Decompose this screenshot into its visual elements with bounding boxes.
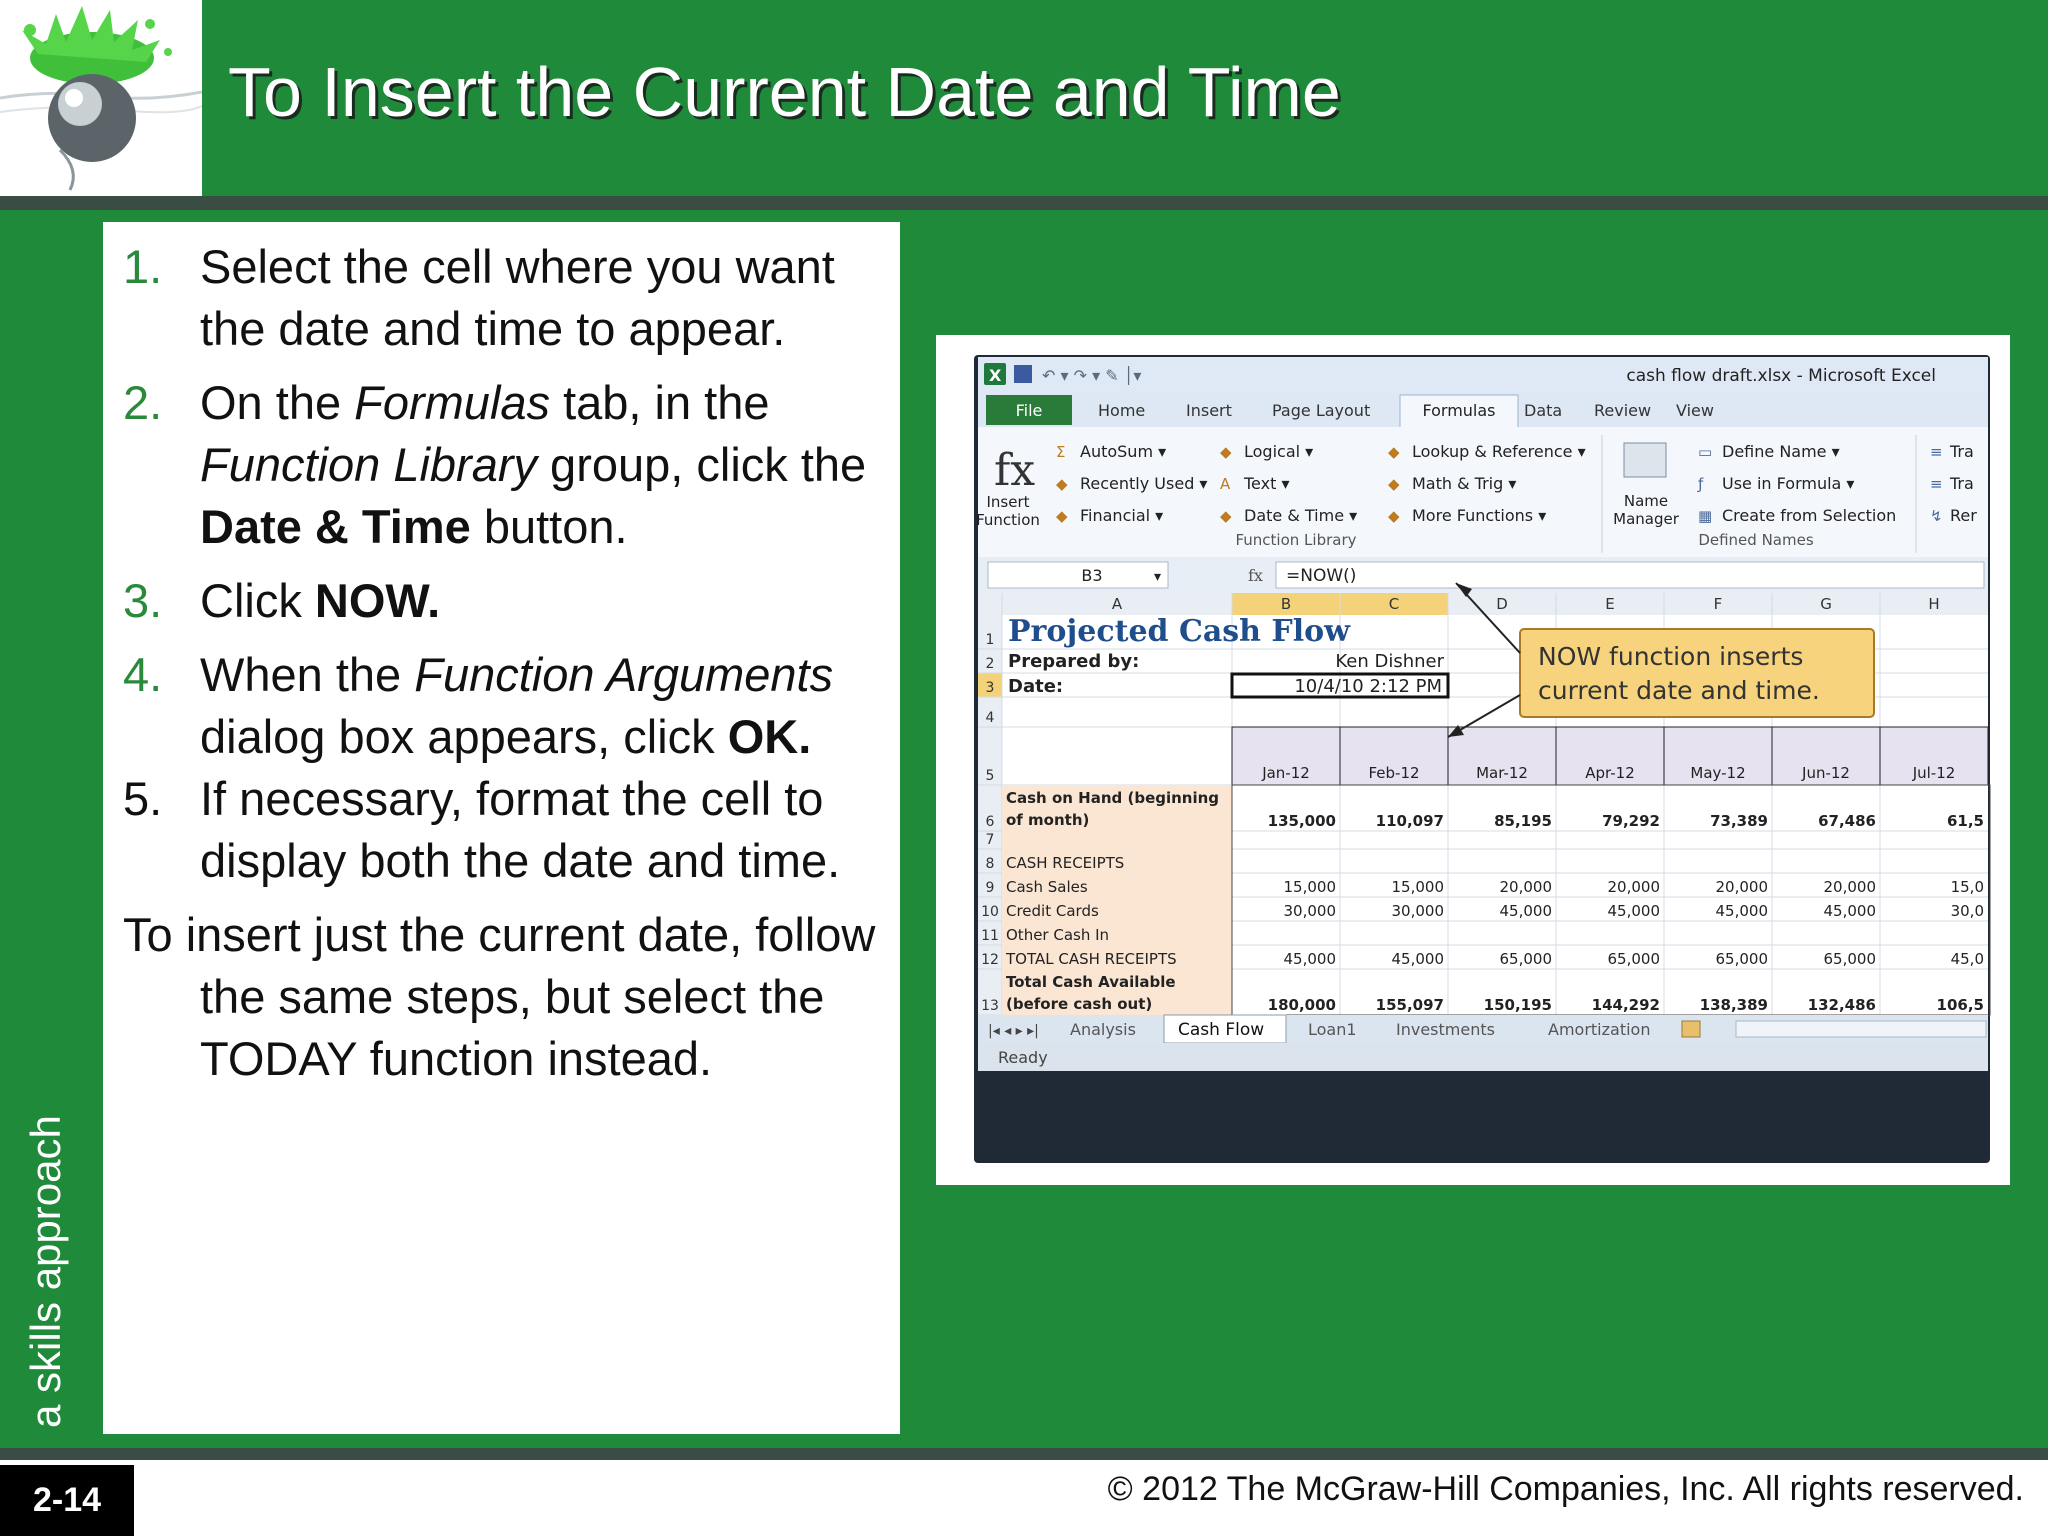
row-header[interactable]: 3 — [985, 680, 995, 696]
step-text: Function Library — [200, 438, 537, 491]
month-header[interactable]: Mar-12 — [1476, 764, 1528, 782]
step-item — [123, 372, 883, 558]
tab-review[interactable]: Review — [1594, 401, 1652, 420]
data-cell[interactable]: 73,389 — [1710, 812, 1768, 830]
name-box[interactable] — [988, 562, 1168, 588]
lookup-button[interactable]: Lookup & Reference ▾ — [1412, 442, 1586, 461]
row-header[interactable]: 13 — [981, 998, 999, 1014]
footer-divider — [0, 1448, 2048, 1460]
sheet-tab[interactable]: Analysis — [1070, 1020, 1136, 1039]
tab-file[interactable]: File — [1015, 401, 1043, 420]
formula-value[interactable]: =NOW() — [1286, 566, 1357, 586]
more-icon: ◆ — [1388, 507, 1400, 525]
quick-access-icons: ↶ ▾ ↷ ▾ ✎ │▾ — [1042, 366, 1142, 385]
insert-function-label[interactable]: Insert — [986, 493, 1030, 511]
fx-icon[interactable]: fx — [1248, 566, 1263, 585]
data-cell[interactable]: 85,195 — [1494, 812, 1552, 830]
data-cell[interactable]: 45,000 — [1499, 902, 1552, 920]
data-cell[interactable]: 106,5 — [1936, 996, 1984, 1014]
data-cell[interactable]: 45,000 — [1715, 902, 1768, 920]
group-label-defined-names: Defined Names — [1698, 531, 1814, 549]
data-cell[interactable]: 79,292 — [1602, 812, 1660, 830]
step-text: Select the cell where you want the date and time to appear. — [200, 240, 835, 355]
step-number: 5. — [123, 772, 163, 825]
insert-function-label[interactable]: Function — [976, 511, 1040, 529]
financial-icon: ◆ — [1056, 507, 1068, 525]
row-header[interactable]: 12 — [981, 952, 999, 968]
excel-icon-letter: X — [989, 366, 1002, 385]
data-cell[interactable]: 15,000 — [1283, 878, 1336, 896]
prepared-by-value[interactable]: Ken Dishner — [1335, 651, 1444, 672]
step-text: NOW. — [314, 574, 441, 627]
tab-insert[interactable]: Insert — [1186, 401, 1232, 420]
trace-icon: ≡ — [1930, 443, 1943, 461]
math-icon: ◆ — [1388, 475, 1400, 493]
data-cell[interactable]: 67,486 — [1818, 812, 1876, 830]
column-header[interactable]: A — [1111, 595, 1123, 613]
logo — [0, 0, 202, 196]
financial-button[interactable]: Financial ▾ — [1080, 506, 1164, 525]
month-header[interactable]: May-12 — [1690, 764, 1746, 782]
copyright: © 2012 The McGraw-Hill Companies, Inc. All rights reserved. — [1107, 1470, 2024, 1508]
data-cell[interactable]: 30,000 — [1283, 902, 1336, 920]
step-text: button. — [470, 500, 628, 553]
formula-input[interactable] — [1276, 562, 1984, 588]
remove-arrows-icon: ↯ — [1930, 507, 1943, 525]
tab-formulas[interactable]: Formulas — [1422, 401, 1496, 420]
step-item — [123, 768, 883, 892]
text-panel — [103, 222, 900, 1434]
data-cell[interactable]: 45,000 — [1283, 950, 1336, 968]
use-in-formula-button[interactable]: Use in Formula ▾ — [1722, 474, 1855, 493]
row-label[interactable]: (before cash out) — [1006, 995, 1153, 1013]
name-box-dropdown-icon[interactable]: ▾ — [1154, 569, 1162, 585]
step-text: If necessary, format the cell to display both the date and time. — [200, 772, 841, 887]
lookup-icon: ◆ — [1388, 443, 1400, 461]
autosum-icon: Σ — [1056, 443, 1066, 461]
row-label[interactable]: Total Cash Available — [1006, 973, 1176, 991]
row-label[interactable]: Cash Sales — [1006, 878, 1088, 896]
month-header[interactable]: Jun-12 — [1802, 764, 1850, 782]
date-time-button[interactable]: Date & Time ▾ — [1244, 506, 1358, 525]
step-text: group, click the — [537, 438, 867, 491]
step-item — [123, 570, 883, 632]
row-label[interactable]: TOTAL CASH RECEIPTS — [1006, 950, 1177, 968]
insert-sheet-icon[interactable] — [1682, 1021, 1700, 1037]
define-name-button[interactable]: Define Name ▾ — [1722, 442, 1840, 461]
column-header[interactable]: G — [1820, 595, 1832, 613]
row-header[interactable]: 4 — [985, 710, 995, 726]
column-header[interactable]: F — [1713, 595, 1723, 613]
save-icon[interactable] — [1014, 365, 1032, 383]
remove-arrows-button[interactable]: Rer — [1950, 506, 1977, 525]
date-label[interactable]: Date: — [1008, 676, 1064, 697]
status-bar — [978, 1043, 1988, 1071]
step-text: dialog box appears, click — [200, 710, 728, 763]
data-cell[interactable]: 61,5 — [1946, 812, 1984, 830]
steps-list — [123, 236, 883, 1090]
tab-page-layout[interactable]: Page Layout — [1272, 401, 1371, 420]
tab-data[interactable]: Data — [1524, 401, 1563, 420]
step-text: Click — [200, 574, 315, 627]
data-cell[interactable]: 20,000 — [1715, 878, 1768, 896]
side-label: a skills approach — [22, 1115, 69, 1428]
step-number: 1. — [123, 240, 163, 293]
text-button[interactable]: Text ▾ — [1244, 474, 1290, 493]
row-label[interactable]: Cash on Hand (beginning — [1006, 789, 1220, 807]
step-text: Function Arguments — [414, 648, 834, 701]
data-cell[interactable]: 110,097 — [1375, 812, 1444, 830]
sheet-tab[interactable]: Amortization — [1548, 1020, 1651, 1039]
row-header[interactable]: 11 — [981, 928, 999, 944]
create-selection-icon: ▦ — [1698, 507, 1713, 525]
step-item — [123, 236, 883, 360]
slide-title: To Insert the Current Date and Time — [228, 53, 1341, 131]
name-manager-label[interactable]: Name — [1623, 492, 1669, 510]
insert-function-icon: fx — [994, 445, 1036, 496]
data-cell[interactable]: 20,000 — [1499, 878, 1552, 896]
callout-text: current date and time. — [1538, 676, 1820, 705]
use-in-formula-icon: ƒ — [1698, 475, 1704, 493]
header-divider — [0, 196, 2048, 210]
data-cell[interactable]: 65,000 — [1823, 950, 1876, 968]
step-number: 4. — [123, 648, 163, 701]
data-cell[interactable]: 45,000 — [1607, 902, 1660, 920]
step-text: Formulas — [354, 376, 551, 429]
sheet-tab[interactable]: Cash Flow — [1178, 1020, 1265, 1040]
status-text: Ready — [998, 1048, 1048, 1067]
row-label[interactable]: Other Cash In — [1006, 926, 1110, 944]
data-cell[interactable]: 155,097 — [1375, 996, 1444, 1014]
window-title: cash flow draft.xlsx - Microsoft Excel — [1626, 366, 1936, 386]
screenshot-frame — [936, 335, 2010, 1185]
data-cell[interactable]: 45,000 — [1391, 950, 1444, 968]
data-cell[interactable]: 65,000 — [1499, 950, 1552, 968]
data-cell[interactable]: 20,000 — [1607, 878, 1660, 896]
row-header[interactable]: 2 — [985, 656, 995, 672]
text-icon: A — [1220, 475, 1231, 493]
math-button[interactable]: Math & Trig ▾ — [1412, 474, 1517, 493]
data-cell[interactable]: 45,0 — [1950, 950, 1984, 968]
data-cell[interactable]: 132,486 — [1807, 996, 1876, 1014]
prepared-by-label[interactable]: Prepared by: — [1008, 651, 1140, 672]
step-text: On the — [200, 376, 355, 429]
month-header[interactable]: Jul-12 — [1912, 764, 1956, 782]
trace-dependents-button[interactable]: Tra — [1950, 474, 1974, 493]
name-manager-icon[interactable] — [1624, 443, 1666, 477]
data-cell[interactable]: 138,389 — [1699, 996, 1768, 1014]
step-text: OK. — [727, 710, 812, 763]
row-header[interactable]: 1 — [985, 632, 995, 648]
data-cell[interactable]: 180,000 — [1267, 996, 1336, 1014]
data-cell[interactable]: 150,195 — [1483, 996, 1552, 1014]
data-cell[interactable]: 65,000 — [1715, 950, 1768, 968]
row-header[interactable]: 6 — [985, 814, 995, 830]
name-box-value[interactable]: B3 — [1081, 566, 1103, 585]
row-header[interactable]: 5 — [985, 768, 995, 784]
note-text: To insert just the current date, follow the same steps, but select the TODAY function instead. — [123, 908, 876, 1085]
trace-precedents-button[interactable]: Tra — [1950, 442, 1974, 461]
excel-screenshot — [936, 335, 2010, 1185]
name-manager-label[interactable]: Manager — [1613, 510, 1679, 528]
data-cell[interactable]: 15,000 — [1391, 878, 1444, 896]
horizontal-scrollbar[interactable] — [1736, 1021, 1986, 1037]
logical-icon: ◆ — [1220, 443, 1232, 461]
data-cell[interactable]: 65,000 — [1607, 950, 1660, 968]
step-number: 2. — [123, 376, 163, 429]
data-cell[interactable]: 30,0 — [1950, 902, 1984, 920]
step-text: Date & Time — [200, 500, 471, 553]
sheet-tab[interactable]: Investments — [1396, 1020, 1495, 1039]
step-text: tab, in the — [550, 376, 770, 429]
column-header[interactable]: D — [1496, 595, 1508, 613]
date-value-cell[interactable]: 10/4/10 2:12 PM — [1294, 676, 1442, 697]
step-number: 3. — [123, 574, 163, 627]
recently-used-button[interactable]: Recently Used ▾ — [1080, 474, 1208, 493]
logical-button[interactable]: Logical ▾ — [1244, 442, 1314, 461]
step-item — [123, 644, 883, 768]
define-name-icon: ▭ — [1698, 443, 1713, 461]
row-label[interactable]: of month) — [1006, 811, 1090, 829]
month-header[interactable]: Feb-12 — [1368, 764, 1420, 782]
month-header[interactable]: Apr-12 — [1585, 764, 1635, 782]
row-label[interactable]: CASH RECEIPTS — [1006, 854, 1125, 872]
column-header[interactable]: H — [1928, 595, 1940, 613]
data-cell[interactable]: 20,000 — [1823, 878, 1876, 896]
column-header[interactable]: E — [1605, 595, 1615, 613]
sheet-nav-icons[interactable]: |◂ ◂ ▸ ▸| — [988, 1023, 1039, 1039]
create-from-selection-button[interactable]: Create from Selection — [1722, 506, 1897, 525]
data-cell[interactable]: 45,000 — [1823, 902, 1876, 920]
column-header[interactable]: C — [1388, 595, 1400, 613]
step-text: When the — [200, 648, 415, 701]
autosum-button[interactable]: AutoSum ▾ — [1080, 442, 1167, 461]
row-label[interactable]: Credit Cards — [1006, 902, 1099, 920]
row-header[interactable]: 7 — [985, 832, 995, 848]
group-label-function-library: Function Library — [1235, 531, 1357, 549]
more-button[interactable]: More Functions ▾ — [1412, 506, 1547, 525]
callout-text: NOW function inserts — [1538, 642, 1804, 671]
sheet-tab[interactable]: Loan1 — [1308, 1020, 1357, 1039]
column-header[interactable]: B — [1280, 595, 1292, 613]
data-cell[interactable]: 30,000 — [1391, 902, 1444, 920]
data-cell[interactable]: 135,000 — [1267, 812, 1336, 830]
month-header[interactable]: Jan-12 — [1262, 764, 1310, 782]
slide-number: 2-14 — [0, 1465, 134, 1536]
data-cell[interactable]: 144,292 — [1591, 996, 1660, 1014]
row-header[interactable]: 9 — [985, 880, 995, 896]
data-cell[interactable]: 15,0 — [1950, 878, 1984, 896]
recently-used-icon: ◆ — [1056, 475, 1068, 493]
tab-home[interactable]: Home — [1098, 401, 1146, 420]
sheet-title[interactable]: Projected Cash Flow — [1008, 614, 1350, 649]
row-header[interactable]: 10 — [981, 904, 999, 920]
tab-view[interactable]: View — [1676, 401, 1714, 420]
trace-icon: ≡ — [1930, 475, 1943, 493]
date-time-icon: ◆ — [1220, 507, 1232, 525]
row-header[interactable]: 8 — [985, 856, 995, 872]
